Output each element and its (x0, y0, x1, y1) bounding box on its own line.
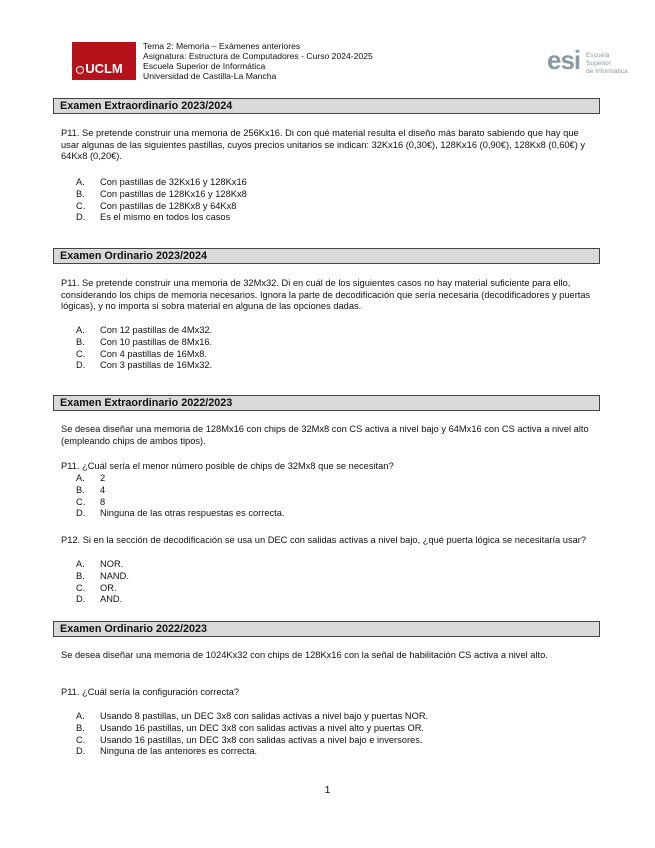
option-d: D. Ninguna de las otras respuestas es correcta. (76, 508, 285, 519)
esi-logo-sub-2: Superior (586, 60, 611, 67)
options-extra-2023-2024 (76, 177, 576, 224)
options-p11-extra-2022-2023 (76, 473, 576, 520)
header-line-school: Escuela Superior de Informática (143, 61, 266, 71)
option-b: B. NAND. (76, 570, 129, 581)
question-p11-ord-2022-2023: P11. ¿Cuál sería la configuración correcta? (61, 687, 240, 697)
header-line-university: Universidad de Castilla-La Mancha (143, 71, 277, 81)
section-heading-extra-2023-2024: Examen Extraordinario 2023/2024 (53, 98, 600, 114)
option-a: A. Con 12 pastillas de 4Mx32. (76, 325, 213, 335)
esi-logo-text: esi (547, 45, 581, 75)
uclm-emblem-icon (76, 66, 84, 74)
option-d: D. AND. (76, 594, 123, 605)
option-b: B. Usando 16 pastillas, un DEC 3x8 con salidas activas a nivel alto y puertas OR. (76, 722, 425, 733)
option-b: B. Con pastillas de 128Kx16 y 128Kx8 (76, 188, 247, 199)
options-p12-extra-2022-2023 (76, 559, 576, 606)
options-ord-2023-2024 (76, 325, 576, 372)
header-line-subject: Asignatura: Estructura de Computadores - Curso 2024-2025 (143, 51, 373, 61)
option-a: A. NOR. (76, 559, 124, 569)
question-p12-extra-2022-2023: P12. Si en la sección de decodificación se usa un DEC con salidas activas a nivel bajo, ¿qué puerta lógica se necesitaría usar? (61, 535, 587, 545)
question-p11-extra-2023-2024: P11. Se pretende construir una memoria de 256Kx16. Di con qué material resulta el diseño más barato sabiendo que hay que usar algunas de las siguientes pastillas, cuyos precios unitarios se indican: 32Kx16 (0,30€), 128Kx16 (0,90€), 128Kx8 (0,60€) y 64Kx8 (0,20€). (61, 128, 586, 162)
esi-logo (547, 46, 637, 78)
esi-logo-sub-1: Escuela (586, 52, 610, 59)
intro-extra-2022-2023: Se desea diseñar una memoria de 128Mx16 con chips de 32Mx8 con CS activa a nivel bajo y 64Mx16 con CS activa a nivel alto (empleando chips de ambos tipos). (61, 424, 589, 446)
section-heading-ord-2023-2024: Examen Ordinario 2023/2024 (53, 248, 600, 264)
option-a: A. Con pastillas de 32Kx16 y 128Kx16 (76, 177, 247, 187)
option-d: D. Con 3 pastillas de 16Mx32. (76, 360, 213, 371)
intro-ord-2022-2023: Se desea diseñar una memoria de 1024Kx32 con chips de 128Kx16 con la señal de habilitación CS activa a nivel alto. (61, 650, 548, 660)
uclm-logo-text: UCLM (85, 61, 123, 76)
option-d: D. Ninguna de las anteriores es correcta. (76, 746, 258, 757)
option-c: C. Con 4 pastillas de 16Mx8. (76, 348, 207, 359)
question-p11-ord-2023-2024: P11. Se pretende construir una memoria de 32Mx32. Di en cuál de los siguientes casos no hay material suficiente para ello, considerando los chips de memoria necesarios. Ignora la parte de decodificación que sería necesaria (decodificadores y puertas lógicas), y no importa si sobra material en alguna de las opciones dadas. (61, 278, 591, 312)
option-c: C. Con pastillas de 128Kx8 y 64Kx8 (76, 200, 237, 211)
option-b: B. 4 (76, 484, 106, 495)
option-b: B. Con 10 pastillas de 8Mx16. (76, 336, 213, 347)
option-c: C. 8 (76, 496, 106, 507)
section-heading-ord-2022-2023: Examen Ordinario 2022/2023 (53, 621, 600, 637)
header-line-topic: Tema 2: Memoria – Exámenes anteriores (143, 41, 301, 51)
option-a: A. Usando 8 pastillas, un DEC 3x8 con salidas activas a nivel bajo y puertas NOR. (76, 711, 429, 721)
option-c: C. Usando 16 pastillas, un DEC 3x8 con salidas activas a nivel bajo e inversores. (76, 734, 423, 745)
options-ord-2022-2023 (76, 711, 596, 758)
document-header (143, 41, 373, 81)
esi-logo-sub-3: de Informática (586, 68, 628, 75)
option-c: C. OR. (76, 582, 117, 593)
section-heading-extra-2022-2023: Examen Extraordinario 2022/2023 (53, 395, 600, 411)
option-d: D. Es el mismo en todos los casos (76, 212, 231, 223)
page-number: 1 (324, 784, 331, 796)
uclm-logo (72, 42, 136, 80)
question-p11-extra-2022-2023: P11. ¿Cuál sería el menor número posible de chips de 32Mx8 que se necesitan? (61, 461, 394, 471)
option-a: A. 2 (76, 473, 106, 483)
